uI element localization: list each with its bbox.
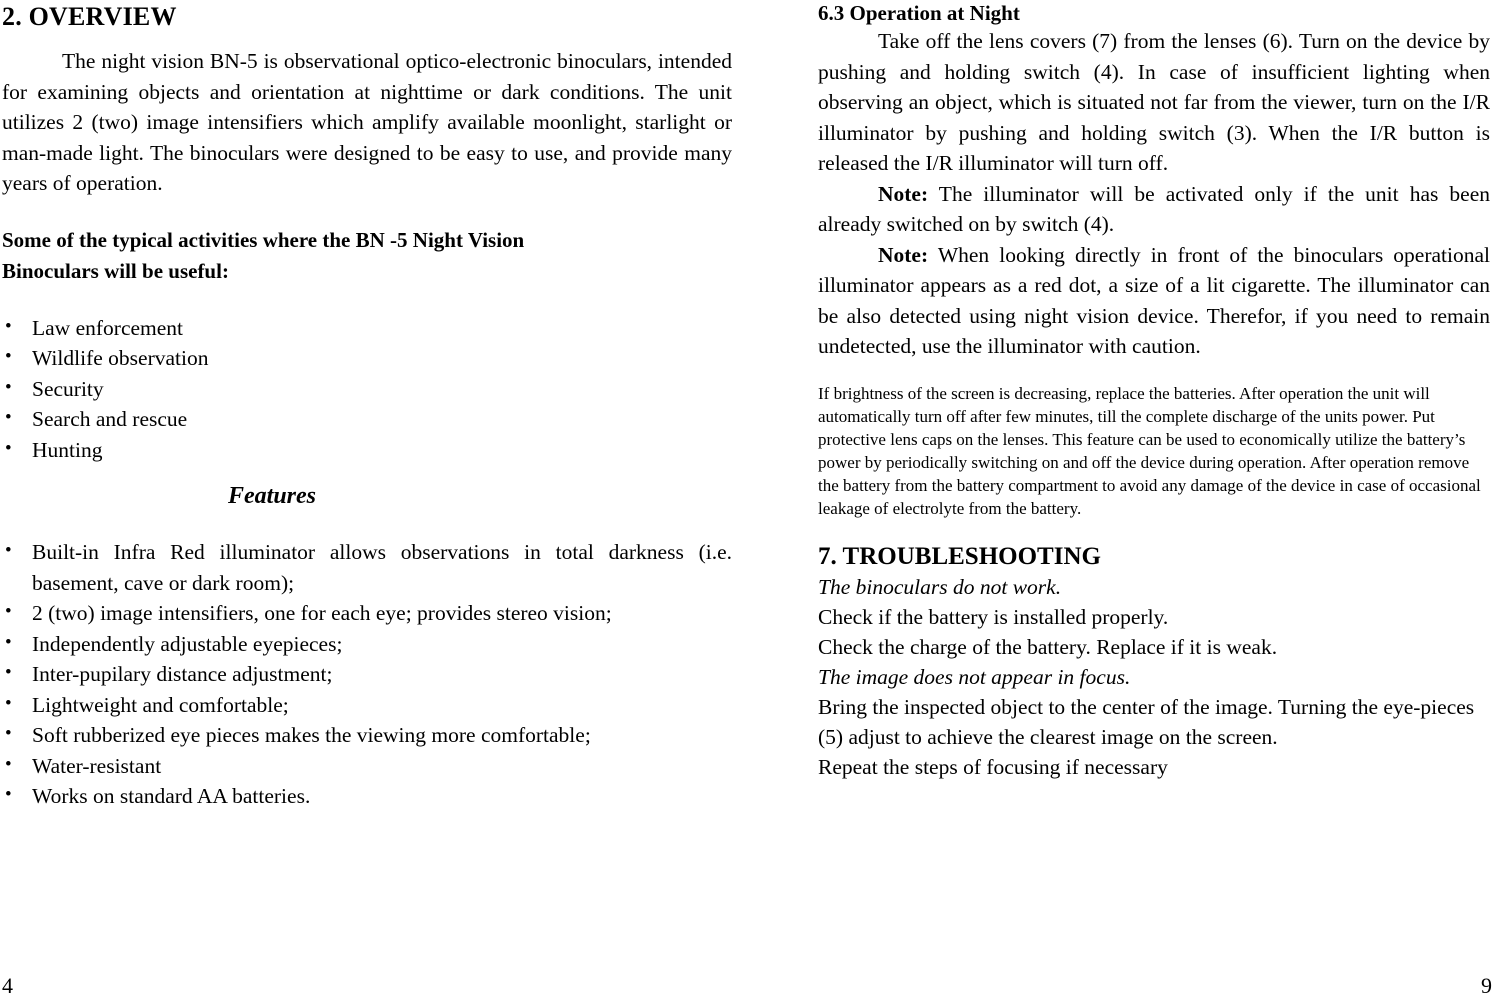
troubleshooting-symptom: The binoculars do not work. bbox=[818, 574, 1062, 599]
spacer bbox=[818, 520, 1490, 542]
list-item: • Inter-pupilary distance adjustment; bbox=[2, 659, 732, 690]
spacer bbox=[818, 362, 1490, 382]
overview-paragraph: The night vision BN-5 is observational optico-electronic binoculars, intended for examining objects and orientation at nighttime or dark conditions. The unit utilizes 2 (two) image intensifiers which amplify available moonlight, starlight or man-made light. The binoculars were designed to be easy to use, and provide many years of operation. bbox=[2, 49, 732, 195]
list-item: • Security bbox=[2, 374, 732, 405]
operation-at-night-heading: 6.3 Operation at Night bbox=[818, 1, 1020, 25]
note-1-paragraph bbox=[818, 179, 1490, 240]
list-item: • Independently adjustable eyepieces; bbox=[2, 629, 732, 660]
troubleshooting-heading: 7. TROUBLESHOOTING bbox=[818, 542, 1101, 570]
page-number-right: 9 bbox=[1481, 973, 1492, 998]
spacer bbox=[2, 34, 732, 46]
troubleshooting-remedy: Check if the battery is installed properly. bbox=[818, 604, 1169, 629]
list-item: • Works on standard AA batteries. bbox=[2, 781, 732, 812]
activities-list bbox=[2, 313, 732, 466]
right-page-column bbox=[810, 0, 1500, 1003]
list-item: • Built-in Infra Red illuminator allows observations in total darkness (i.e. basement, cave or dark room); bbox=[2, 537, 732, 598]
list-item: • Hunting bbox=[2, 435, 732, 466]
list-item: • 2 (two) image intensifiers, one for each eye; provides stereo vision; bbox=[2, 598, 732, 629]
note-2-label: Note: bbox=[878, 242, 929, 267]
note-1-text: The illuminator will be activated only if the unit has been already switched on by switch (4). bbox=[818, 181, 1490, 236]
spacer bbox=[2, 287, 732, 313]
list-item: • Soft rubberized eye pieces makes the viewing more comfortable; bbox=[2, 720, 732, 751]
list-item: • Wildlife observation bbox=[2, 343, 732, 374]
troubleshooting-remedy: Bring the inspected object to the center of the image. Turning the eye-pieces (5) adjust to achieve the clearest image on the screen. bbox=[818, 694, 1475, 749]
activities-heading-line-2: Binoculars will be useful: bbox=[2, 258, 229, 283]
note-2-text: When looking directly in front of the binoculars operational illuminator appears as a red dot, a size of a lit cigarette. The illuminator can be also detected using night vision device. Therefor, if you need to remain undetected, use the illuminator with caution. bbox=[818, 242, 1490, 358]
battery-care-note: If brightness of the screen is decreasing, replace the batteries. After operation the unit will automatically turn off after few minutes, till the complete discharge of the units power. Put protective lens caps on the lenses. This feature can be used to economically utilize the battery’s power by periodically switching on and off the device during operation. After operation remove the battery from the battery compartment to avoid any damage of the device in case of occasional leakage of electrolyte from the battery. bbox=[818, 383, 1481, 518]
list-item: • Search and rescue bbox=[2, 404, 732, 435]
note-2-paragraph bbox=[818, 240, 1490, 362]
features-heading: Features bbox=[227, 483, 316, 509]
activities-heading-line-1: Some of the typical activities where the BN -5 Night Vision bbox=[2, 227, 525, 252]
spacer bbox=[2, 511, 732, 537]
overview-section-heading: 2. OVERVIEW bbox=[2, 2, 177, 31]
spacer bbox=[2, 199, 732, 225]
list-item: • Law enforcement bbox=[2, 313, 732, 344]
troubleshooting-symptom: The image does not appear in focus. bbox=[818, 664, 1131, 689]
page-number-left: 4 bbox=[2, 973, 13, 998]
troubleshooting-remedy: Check the charge of the battery. Replace if it is weak. bbox=[818, 634, 1278, 659]
spacer bbox=[2, 465, 732, 481]
list-item: • Lightweight and comfortable; bbox=[2, 690, 732, 721]
note-1-label: Note: bbox=[878, 181, 929, 206]
features-list bbox=[2, 537, 732, 812]
operation-at-night-paragraph: Take off the lens covers (7) from the lenses (6). Turn on the device by pushing and holding switch (4). In case of insufficient lighting when observing an object, which is situated not far from the viewer, turn on the I/R illuminator by pushing and holding switch (3). When the I/R button is released the I/R illuminator will turn off. bbox=[818, 29, 1490, 175]
troubleshooting-remedy: Repeat the steps of focusing if necessary bbox=[818, 754, 1168, 779]
list-item: • Water-resistant bbox=[2, 751, 732, 782]
